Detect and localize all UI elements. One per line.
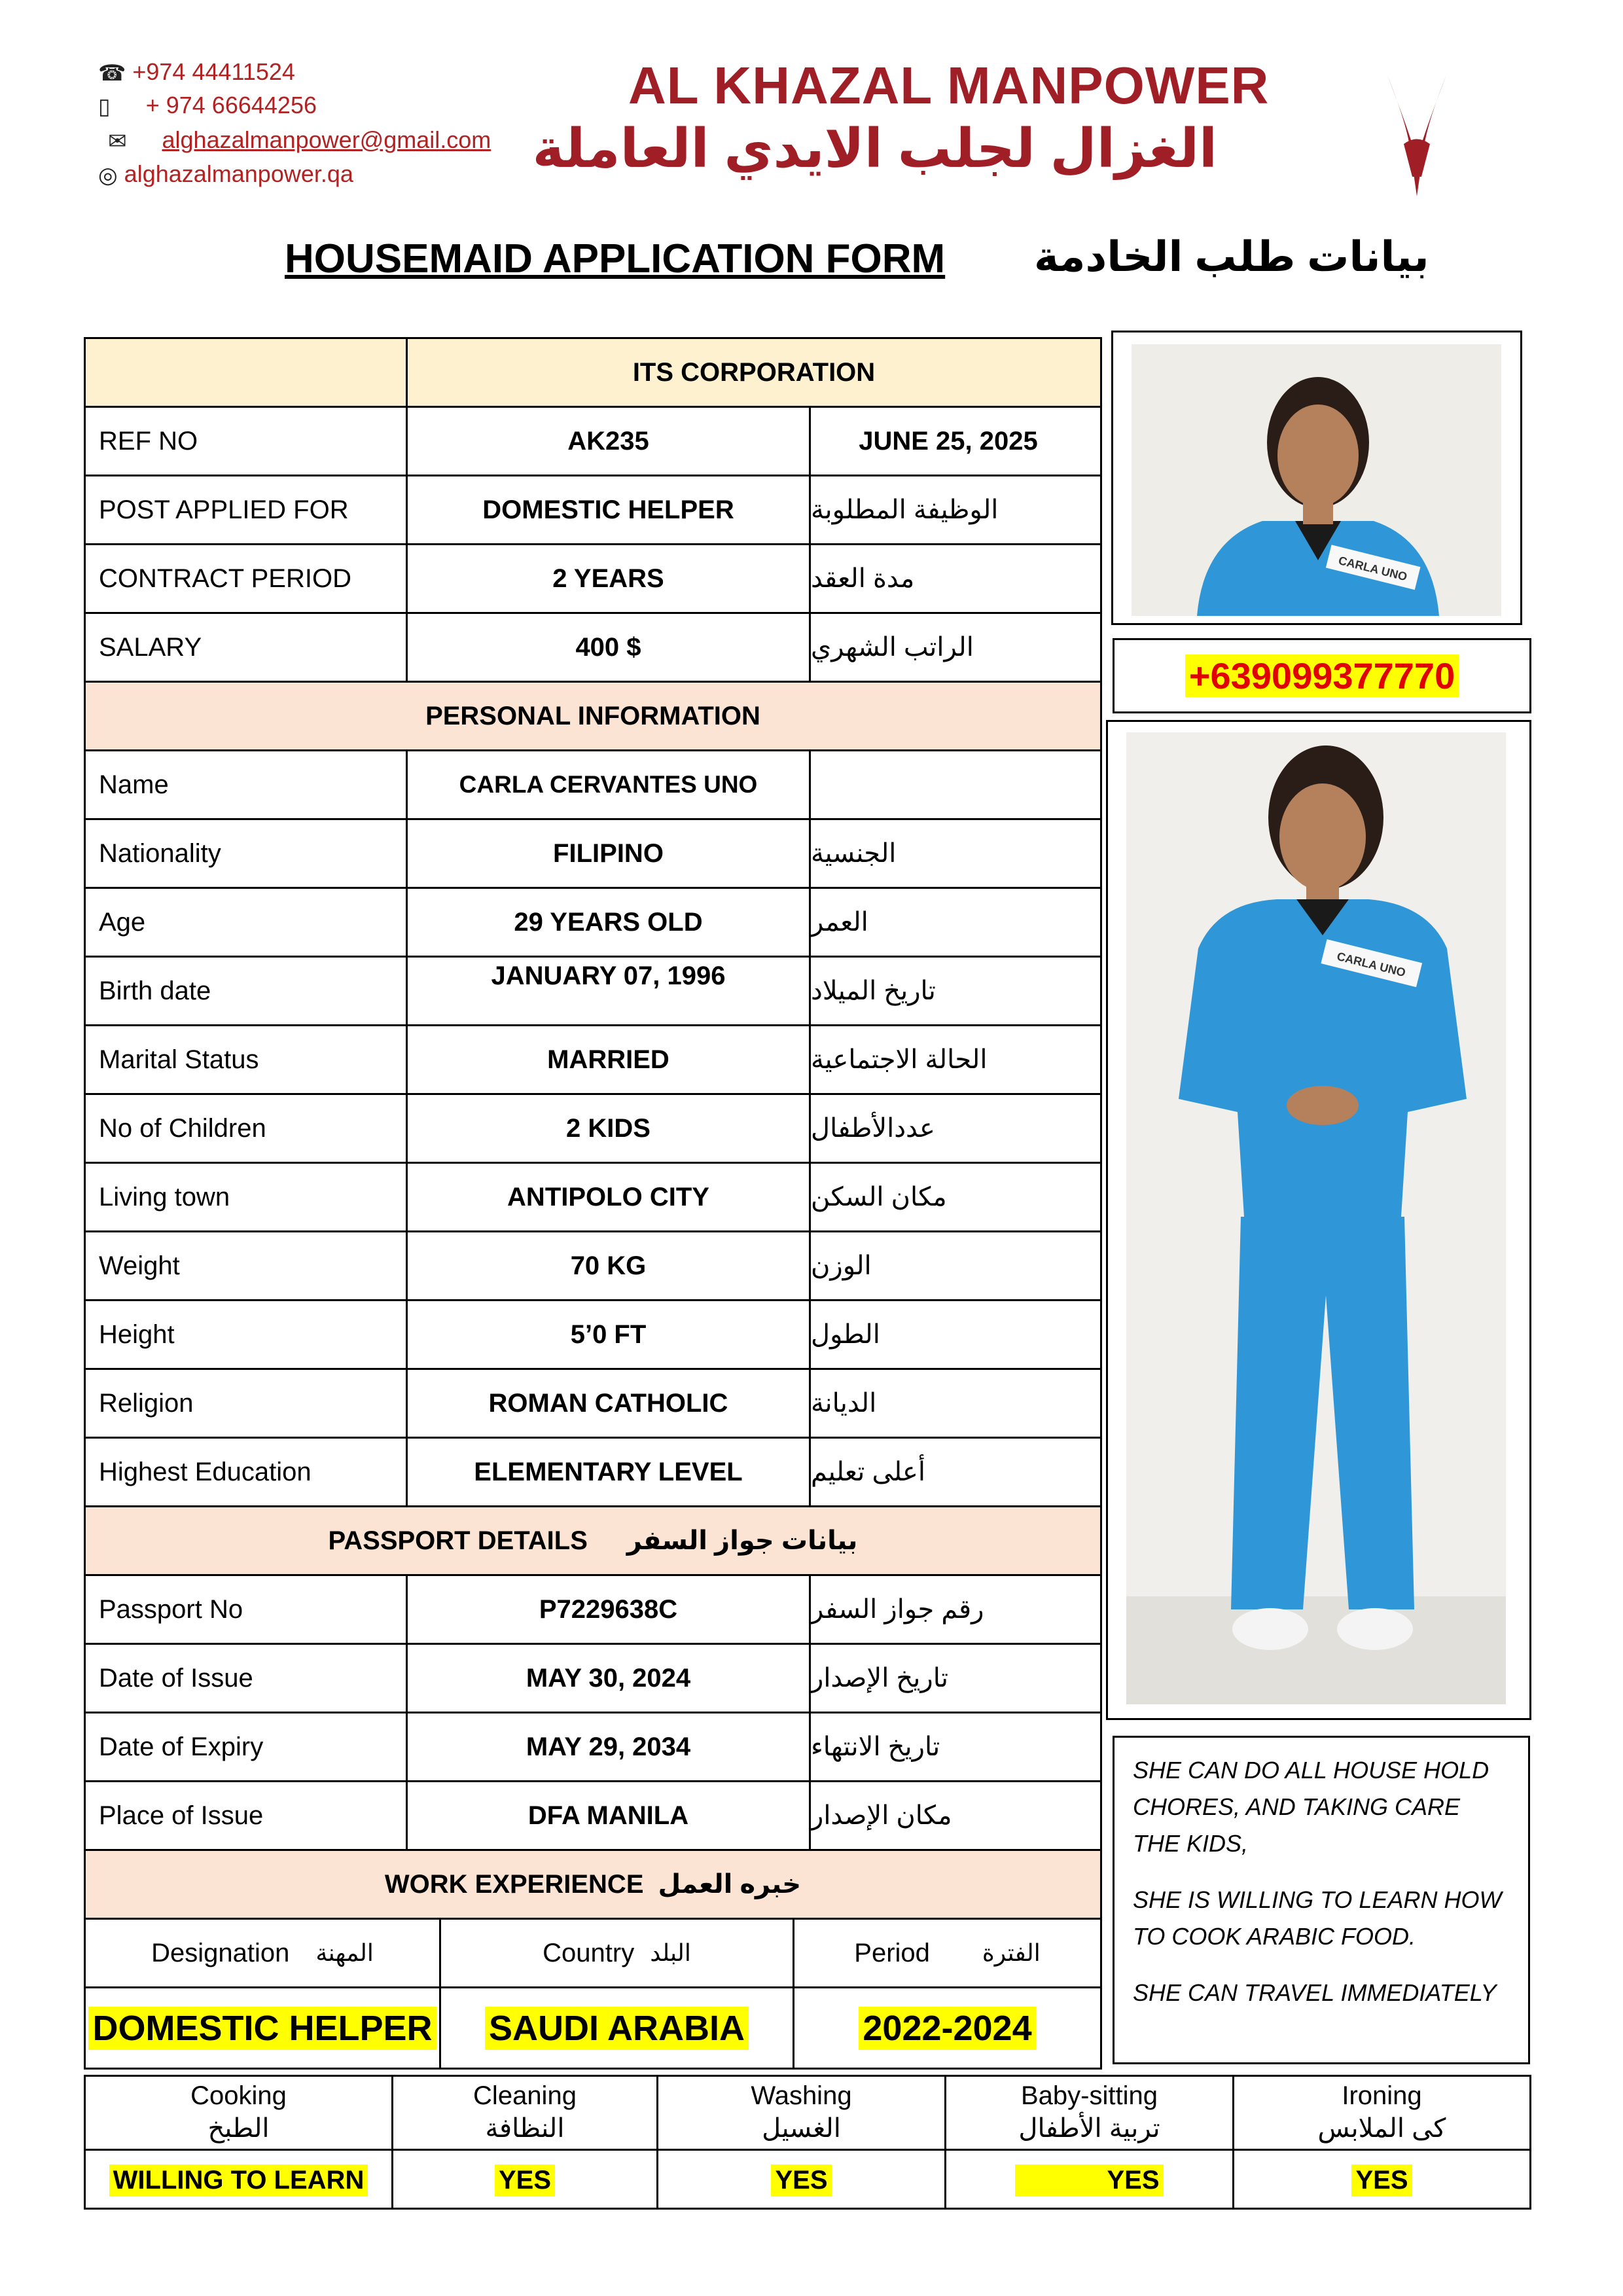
- job-row: POST APPLIED FOR DOMESTIC HELPER الوظيفة المطلوبة: [86, 476, 1100, 545]
- job-row: SALARY 400 $ الراتب الشهري: [86, 614, 1100, 683]
- ref-date: JUNE 25, 2025: [859, 426, 1038, 456]
- remark: SHE CAN DO ALL HOUSE HOLD CHORES, AND TAKING CARE THE KIDS,: [1133, 1757, 1489, 1857]
- phone-2: + 974 66644256: [145, 92, 317, 118]
- ref-label: REF NO: [86, 408, 408, 475]
- experience-columns: Designation المهنة Country البلد Period الفترة: [86, 1920, 1100, 1988]
- personal-row: Nationality FILIPINO الجنسية: [86, 820, 1100, 889]
- contact-phone[interactable]: +639099377770: [1185, 655, 1459, 697]
- phone-1: +974 44411524: [132, 58, 295, 85]
- telephone-icon: ☎: [98, 61, 126, 86]
- passport-row: Passport No P7229638C رقم جواز السفر: [86, 1576, 1100, 1645]
- experience-entry: [86, 1988, 1100, 2068]
- personal-row: Age 29 YEARS OLD العمر: [86, 889, 1100, 958]
- skills-table: [84, 2075, 1531, 2210]
- remark: SHE CAN TRAVEL IMMEDIATELY: [1133, 1979, 1497, 2006]
- company-name-en: AL KHAZAL MANPOWER: [628, 56, 1270, 115]
- email-link[interactable]: alghazalmanpower@gmail.com: [162, 126, 491, 153]
- personal-row: Weight 70 KG الوزن: [86, 1232, 1100, 1301]
- skill-baby-sitting: Baby-sitting تربية الأطفال YES: [946, 2077, 1234, 2208]
- passport-row: Date of Expiry MAY 29, 2034 تاريخ الانتهاء: [86, 1713, 1100, 1782]
- skill-cleaning: Cleaning النظافة YES: [393, 2077, 658, 2208]
- experience-header: WORK EXPERIENCE خبره العمل: [86, 1851, 1100, 1920]
- personal-row: Marital Status MARRIED الحالة الاجتماعية: [86, 1026, 1100, 1095]
- passport-row: Date of Issue MAY 30, 2024 تاريخ الإصدار: [86, 1645, 1100, 1713]
- portrait-photo-frame: [1111, 331, 1522, 625]
- personal-row: Living town ANTIPOLO CITY مكان السكن: [86, 1164, 1100, 1232]
- skill-cooking: Cooking الطبخ WILLING TO LEARN: [86, 2077, 393, 2208]
- form-title-ar: بيانات طلب الخادمة: [1034, 233, 1429, 280]
- passport-header: PASSPORT DETAILS بيانات جواز السفر: [86, 1507, 1100, 1576]
- email-line[interactable]: [108, 128, 491, 152]
- personal-info-header: PERSONAL INFORMATION: [86, 683, 1100, 751]
- phone-line-1: [98, 60, 295, 84]
- remark: SHE IS WILLING TO LEARN HOW TO COOK ARABIC FOOD.: [1133, 1886, 1502, 1950]
- name-badge: CARLA UNO: [1335, 949, 1407, 980]
- name-badge: CARLA UNO: [1337, 554, 1409, 584]
- portrait-photo: [1132, 344, 1501, 616]
- website-link[interactable]: alghazalmanpower.qa: [124, 160, 353, 187]
- agency-row: [86, 339, 1100, 408]
- website-line[interactable]: [98, 162, 353, 187]
- agency-name: ITS CORPORATION: [632, 357, 876, 387]
- personal-row: Religion ROMAN CATHOLIC الديانة: [86, 1370, 1100, 1439]
- ref-value: AK235: [408, 408, 811, 475]
- personal-row: Height 5’0 FT الطول: [86, 1301, 1100, 1370]
- personal-row: Birth date JANUARY 07, 1996 تاريخ الميلاد: [86, 958, 1100, 1026]
- mobile-icon: ▯: [98, 94, 111, 120]
- personal-row: Name CARLA CERVANTES UNO: [86, 751, 1100, 820]
- application-table: [84, 337, 1102, 2070]
- exp-designation: DOMESTIC HELPER: [88, 2007, 436, 2050]
- personal-row: Highest Education ELEMENTARY LEVEL أعلى تعليم: [86, 1439, 1100, 1507]
- ref-row: [86, 408, 1100, 476]
- gazelle-logo-icon: [1381, 72, 1453, 203]
- full-body-photo-frame: [1106, 720, 1531, 1720]
- phone-line-2: [98, 94, 317, 118]
- personal-row: No of Children 2 KIDS عددالأطفال: [86, 1095, 1100, 1164]
- job-row: CONTRACT PERIOD 2 YEARS مدة العقد: [86, 545, 1100, 614]
- skill-washing: Washing الغسيل YES: [658, 2077, 946, 2208]
- company-name-ar: الغزال لجلب الايدي العاملة: [532, 119, 1217, 179]
- envelope-icon: ✉: [108, 129, 127, 154]
- globe-icon: ◎: [98, 163, 118, 188]
- contact-phone-box: [1113, 638, 1531, 713]
- full-body-photo: [1126, 732, 1506, 1704]
- exp-period: 2022-2024: [859, 2007, 1035, 2050]
- passport-row: Place of Issue DFA MANILA مكان الإصدار: [86, 1782, 1100, 1851]
- remarks-box: [1113, 1736, 1530, 2064]
- form-title-en: HOUSEMAID APPLICATION FORM: [285, 236, 946, 281]
- exp-country: SAUDI ARABIA: [485, 2007, 749, 2050]
- skill-ironing: Ironing كى الملابس YES: [1234, 2077, 1529, 2208]
